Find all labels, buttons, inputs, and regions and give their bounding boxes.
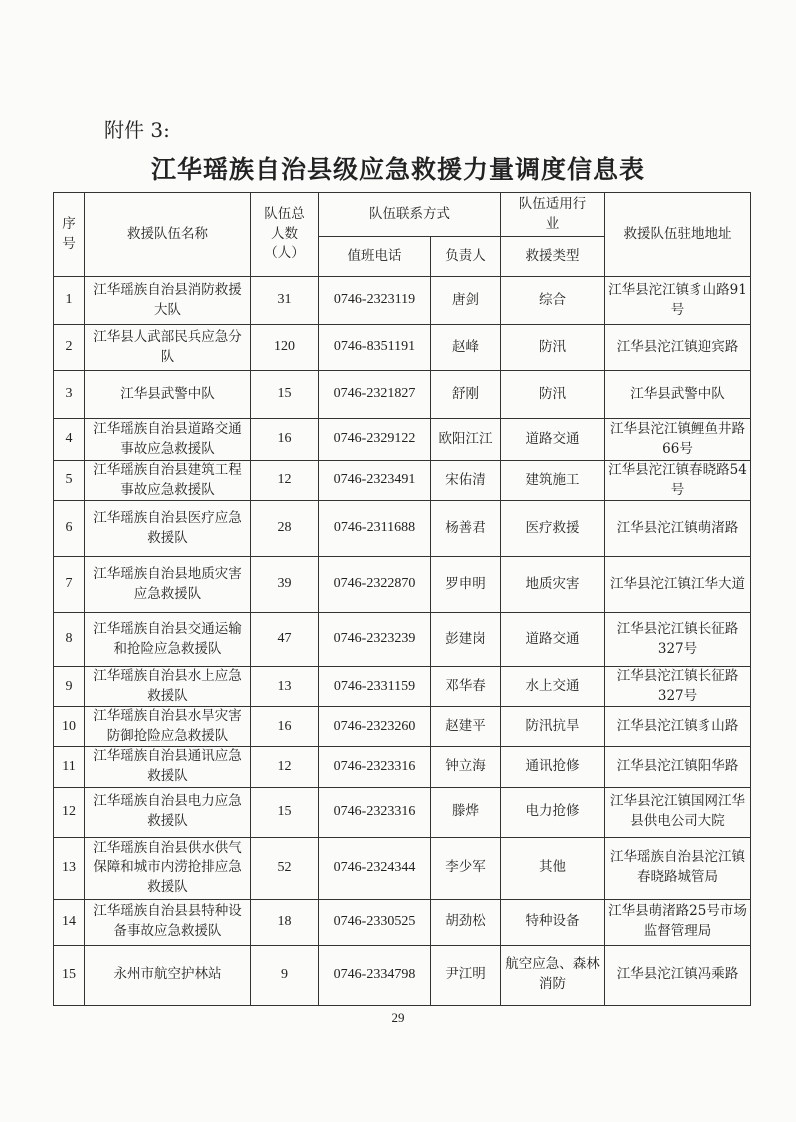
team-count: 28 [251,501,319,557]
team-name: 江华瑶族自治县水旱灾害防御抢险应急救援队 [85,707,251,747]
header-address: 救援队伍驻地地址 [605,193,751,277]
team-name: 江华瑶族自治县供水供气保障和城市内涝抢排应急救援队 [85,837,251,899]
table-row [54,325,751,371]
table-row [54,707,751,747]
leader-name: 李少军 [431,837,501,899]
table-row [54,747,751,787]
team-count: 12 [251,461,319,501]
row-index: 5 [54,461,85,501]
team-address: 江华县沱江镇豸山路 [605,707,751,747]
duty-phone: 0746-2323316 [319,747,431,787]
row-index: 3 [54,371,85,419]
team-count: 13 [251,667,319,707]
team-address: 江华县沱江镇萌渚路 [605,501,751,557]
rescue-type: 电力抢修 [501,787,605,837]
leader-name: 舒刚 [431,371,501,419]
row-index: 13 [54,837,85,899]
table-row [54,613,751,667]
table-row [54,787,751,837]
team-address: 江华县沱江镇春晓路54号 [605,461,751,501]
header-index: 序号 [54,193,85,277]
attachment-label: 附件 3: [104,118,170,142]
rescue-type: 水上交通 [501,667,605,707]
rescue-type: 航空应急、森林消防 [501,945,605,1005]
rescue-type: 防汛 [501,325,605,371]
row-index: 4 [54,419,85,461]
rescue-type: 综合 [501,277,605,325]
rescue-type: 通讯抢修 [501,747,605,787]
rescue-type: 建筑施工 [501,461,605,501]
duty-phone: 0746-2329122 [319,419,431,461]
team-count: 16 [251,419,319,461]
duty-phone: 0746-2330525 [319,899,431,945]
team-count: 47 [251,613,319,667]
team-count: 9 [251,945,319,1005]
row-index: 7 [54,557,85,613]
team-address: 江华县武警中队 [605,371,751,419]
rescue-teams-table [53,192,751,1006]
leader-name: 赵建平 [431,707,501,747]
team-name: 永州市航空护林站 [85,945,251,1005]
row-index: 2 [54,325,85,371]
team-address: 江华县沱江镇阳华路 [605,747,751,787]
team-count: 15 [251,787,319,837]
row-index: 12 [54,787,85,837]
leader-name: 彭建岗 [431,613,501,667]
table-row [54,371,751,419]
duty-phone: 0746-2331159 [319,667,431,707]
leader-name: 宋佑清 [431,461,501,501]
header-leader: 负责人 [431,237,501,277]
leader-name: 尹江明 [431,945,501,1005]
team-name: 江华瑶族自治县通讯应急救援队 [85,747,251,787]
row-index: 8 [54,613,85,667]
team-name: 江华瑶族自治县水上应急救援队 [85,667,251,707]
team-count: 12 [251,747,319,787]
table-row [54,667,751,707]
header-count: 队伍总人数（人） [251,193,319,277]
team-count: 120 [251,325,319,371]
duty-phone: 0746-2322870 [319,557,431,613]
row-index: 11 [54,747,85,787]
duty-phone: 0746-2323119 [319,277,431,325]
team-count: 16 [251,707,319,747]
duty-phone: 0746-2334798 [319,945,431,1005]
team-address: 江华县沱江镇长征路327号 [605,667,751,707]
rescue-type: 防汛 [501,371,605,419]
team-address: 江华县沱江镇长征路327号 [605,613,751,667]
table-row [54,899,751,945]
duty-phone: 0746-2323260 [319,707,431,747]
leader-name: 唐剑 [431,277,501,325]
team-count: 18 [251,899,319,945]
team-name: 江华瑶族自治县电力应急救援队 [85,787,251,837]
header-name: 救援队伍名称 [85,193,251,277]
team-name: 江华瑶族自治县交通运输和抢险应急救援队 [85,613,251,667]
row-index: 10 [54,707,85,747]
table-row [54,945,751,1005]
team-count: 31 [251,277,319,325]
rescue-type: 医疗救援 [501,501,605,557]
header-contact: 队伍联系方式 [319,193,501,237]
team-name: 江华瑶族自治县地质灾害应急救援队 [85,557,251,613]
team-name: 江华县武警中队 [85,371,251,419]
table-row [54,501,751,557]
page-number: 29 [391,1010,405,1025]
leader-name: 钟立海 [431,747,501,787]
row-index: 1 [54,277,85,325]
table-row [54,557,751,613]
team-address: 江华瑶族自治县沱江镇春晓路城管局 [605,837,751,899]
team-address: 江华县萌渚路25号市场监督管理局 [605,899,751,945]
duty-phone: 0746-2321827 [319,371,431,419]
table-row [54,419,751,461]
rescue-type: 防汛抗旱 [501,707,605,747]
team-name: 江华瑶族自治县道路交通事故应急救援队 [85,419,251,461]
duty-phone: 0746-2324344 [319,837,431,899]
duty-phone: 0746-2323491 [319,461,431,501]
table-row [54,461,751,501]
duty-phone: 0746-2323239 [319,613,431,667]
team-name: 江华瑶族自治县医疗应急救援队 [85,501,251,557]
rescue-type: 其他 [501,837,605,899]
duty-phone: 0746-2323316 [319,787,431,837]
leader-name: 邓华春 [431,667,501,707]
rescue-type: 道路交通 [501,613,605,667]
row-index: 6 [54,501,85,557]
table-row [54,277,751,325]
rescue-type: 地质灾害 [501,557,605,613]
row-index: 15 [54,945,85,1005]
team-address: 江华县沱江镇国网江华县供电公司大院 [605,787,751,837]
header-type: 救援类型 [501,237,605,277]
row-index: 9 [54,667,85,707]
team-address: 江华县沱江镇迎宾路 [605,325,751,371]
duty-phone: 0746-2311688 [319,501,431,557]
rescue-type: 道路交通 [501,419,605,461]
header-phone: 值班电话 [319,237,431,277]
leader-name: 胡劲松 [431,899,501,945]
row-index: 14 [54,899,85,945]
team-count: 15 [251,371,319,419]
rescue-type: 特种设备 [501,899,605,945]
duty-phone: 0746-8351191 [319,325,431,371]
team-name: 江华县人武部民兵应急分队 [85,325,251,371]
team-name: 江华瑶族自治县消防救援大队 [85,277,251,325]
leader-name: 杨善君 [431,501,501,557]
table-row [54,837,751,899]
document-title: 江华瑶族自治县级应急救援力量调度信息表 [150,155,645,184]
team-name: 江华瑶族自治县县特种设备事故应急救援队 [85,899,251,945]
leader-name: 罗申明 [431,557,501,613]
team-address: 江华县沱江镇江华大道 [605,557,751,613]
team-count: 52 [251,837,319,899]
team-address: 江华县沱江镇冯乘路 [605,945,751,1005]
leader-name: 滕烨 [431,787,501,837]
leader-name: 赵峰 [431,325,501,371]
team-address: 江华县沱江镇鲤鱼井路66号 [605,419,751,461]
team-count: 39 [251,557,319,613]
team-name: 江华瑶族自治县建筑工程事故应急救援队 [85,461,251,501]
header-industry: 队伍适用行业 [501,193,605,237]
team-address: 江华县沱江镇豸山路91号 [605,277,751,325]
leader-name: 欧阳江江 [431,419,501,461]
